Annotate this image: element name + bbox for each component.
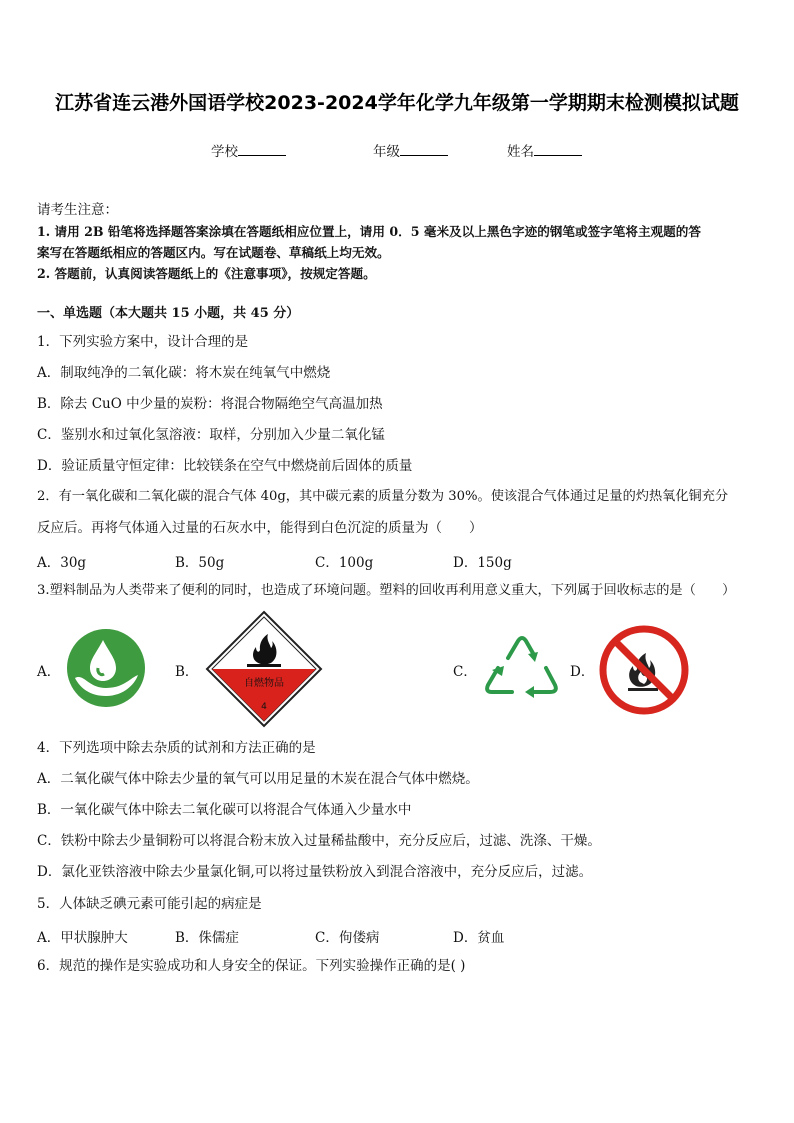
q2-option-d[interactable]: D．150g — [453, 555, 512, 571]
q2-option-a[interactable]: A．30g — [37, 555, 87, 571]
q3-option-c-label[interactable]: C． — [453, 664, 477, 680]
q6-stem: 6．规范的操作是实验成功和人身安全的保证。下列实验操作正确的是( ) — [37, 958, 466, 974]
q2-option-c[interactable]: C．100g — [315, 555, 374, 571]
grade-label: 年级 — [373, 144, 400, 160]
q1-stem: 1．下列实验方案中，设计合理的是 — [37, 334, 249, 350]
recycle-symbol-icon[interactable] — [478, 628, 566, 708]
q3-option-a-label[interactable]: A． — [37, 664, 61, 680]
grade-field — [373, 140, 448, 160]
notice-item-2: 2. 答题前，认真阅读答题纸上的《注意事项》，按规定答题。 — [37, 266, 376, 281]
exam-title: 江苏省连云港外国语学校2023-2024学年化学九年级第一学期期末检测模拟试题 — [55, 92, 739, 114]
grade-blank[interactable] — [400, 143, 448, 156]
q2-stem-line-2: 反应后。再将气体通入过量的石灰水中，能得到白色沉淀的质量为（ ） — [37, 520, 483, 536]
q4-option-b[interactable]: B．一氧化碳气体中除去二氧化碳可以将混合气体通入少量水中 — [37, 802, 412, 818]
school-blank[interactable] — [238, 143, 286, 156]
name-blank[interactable] — [534, 143, 582, 156]
name-field — [507, 140, 582, 160]
flammable-sign-number: 4 — [261, 702, 267, 712]
water-drop-logo-icon[interactable] — [66, 628, 146, 708]
q5-stem: 5．人体缺乏碘元素可能引起的病症是 — [37, 896, 262, 912]
flammable-sign-text: 自燃物品 — [244, 678, 284, 689]
q3-stem: 3.塑料制品为人类带来了便利的同时，也造成了环境问题。塑料的回收再利用意义重大，下列属于回收标志的是（ ） — [37, 583, 736, 598]
q2-option-b[interactable]: B．50g — [175, 555, 225, 571]
q1-option-c[interactable]: C．鉴别水和过氧化氢溶液：取样，分别加入少量二氧化锰 — [37, 427, 385, 443]
q2-stem-line-1: 2．有一氧化碳和二氧化碳的混合气体 40g，其中碳元素的质量分数为 30%。使该混合气体通过足量的灼热氧化铜充分 — [37, 489, 729, 504]
school-field — [211, 140, 286, 160]
q1-option-a[interactable]: A．制取纯净的二氧化碳：将木炭在纯氧气中燃烧 — [37, 365, 331, 381]
notice-item-1-line-2: 案写在答题纸相应的答题区内。写在试题卷、草稿纸上均无效。 — [37, 245, 390, 260]
no-open-flame-sign-icon[interactable] — [598, 624, 690, 716]
q5-option-b[interactable]: B．侏儒症 — [175, 930, 239, 946]
q1-option-b[interactable]: B．除去 CuO 中少量的炭粉：将混合物隔绝空气高温加热 — [37, 396, 383, 412]
notice-item-1-line-1: 1. 请用 2B 铅笔将选择题答案涂填在答题纸相应位置上，请用 0．5 毫米及以上黑色字迹的钢笔或签字笔将主观题的答 — [37, 224, 701, 239]
section-heading: 一、单选题（本大题共 15 小题，共 45 分） — [37, 306, 300, 321]
q4-stem: 4．下列选项中除去杂质的试剂和方法正确的是 — [37, 740, 316, 756]
q4-option-c[interactable]: C．铁粉中除去少量铜粉可以将混合粉末放入过量稀盐酸中，充分反应后，过滤、洗涤、干燥。 — [37, 833, 601, 849]
q4-option-d[interactable]: D．氯化亚铁溶液中除去少量氯化铜,可以将过量铁粉放入到混合溶液中，充分反应后，过滤。 — [37, 864, 593, 880]
q3-option-b-label[interactable]: B． — [175, 664, 199, 680]
name-label: 姓名 — [507, 144, 534, 160]
q5-option-a[interactable]: A．甲状腺肿大 — [37, 930, 128, 946]
q1-option-d[interactable]: D．验证质量守恒定律：比较镁条在空气中燃烧前后固体的质量 — [37, 458, 413, 474]
q3-option-d-label[interactable]: D． — [570, 664, 595, 680]
q5-option-d[interactable]: D．贫血 — [453, 930, 505, 946]
school-label: 学校 — [211, 144, 238, 160]
q4-option-a[interactable]: A．二氧化碳气体中除去少量的氧气可以用足量的木炭在混合气体中燃烧。 — [37, 771, 479, 787]
flammable-hazard-sign-icon[interactable] — [205, 610, 323, 728]
q5-option-c[interactable]: C．佝偻病 — [315, 930, 380, 946]
notice-heading: 请考生注意： — [37, 202, 118, 218]
